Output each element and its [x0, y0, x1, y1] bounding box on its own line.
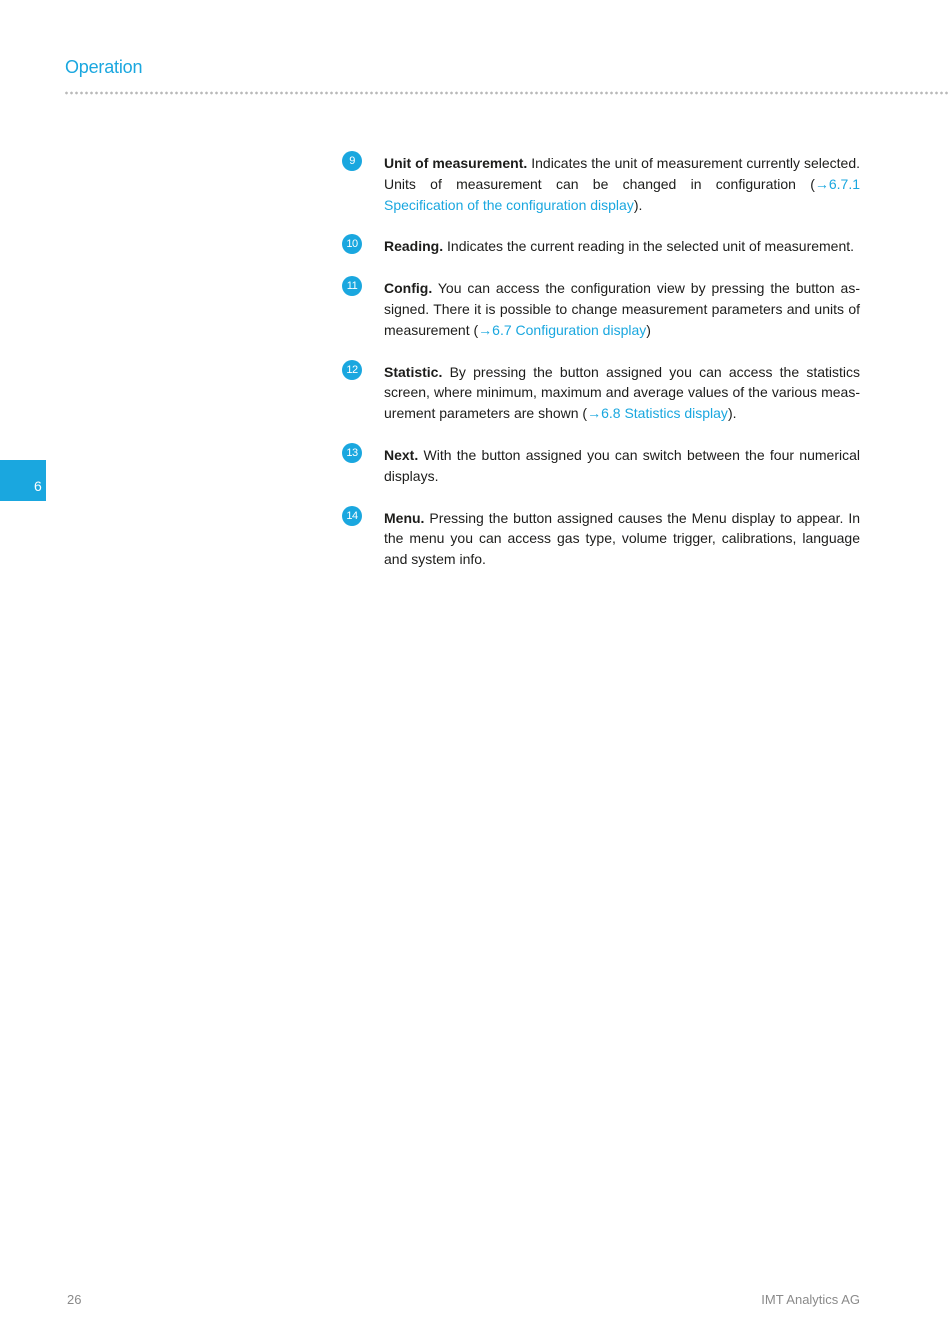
legend-item-statistic [342, 362, 860, 424]
item-text: Pressing the button assigned causes the Menu display to appear. In the menu you can access gas type, volume trigger, calibrations, language and system info. [384, 509, 860, 568]
item-title: Menu. [384, 509, 425, 526]
item-number-badge: 12 [342, 360, 362, 380]
item-title: Next. [384, 446, 419, 463]
item-title: Unit of measurement. [384, 155, 528, 171]
item-text: You can access the configuration view by pressing the button assigned. There it is possible to change measurement parameters and units of measurement ( [384, 280, 860, 338]
item-text-after: ). [727, 405, 737, 422]
item-title: Config. [384, 280, 433, 297]
item-text-after: ) [646, 321, 651, 338]
cross-reference-link[interactable]: →6.8 Statistics display [587, 405, 728, 422]
legend-item-menu [342, 508, 860, 570]
section-title: Operation [65, 57, 143, 77]
item-number-badge: 10 [342, 234, 362, 254]
cross-reference-link[interactable]: →6.7 Configuration display [478, 321, 647, 338]
chapter-tab [0, 460, 46, 501]
item-title: Reading. [384, 238, 444, 255]
legend-item-next [342, 445, 860, 487]
item-text: By pressing the button assigned you can access the statistics screen, where minimum, maximum and average values of the various measurement parameters are shown ( [384, 363, 860, 422]
item-text: Indicates the unit of measurement currently selected. Units of measurement can be changed in configuration ( [384, 155, 861, 192]
legend-item-config [342, 278, 860, 340]
item-text-after: ). [633, 196, 643, 213]
item-number-badge: 9 [342, 151, 362, 171]
item-text: With the button assigned you can switch between the four numerical displays. [384, 446, 860, 484]
chapter-number: 6 [34, 478, 42, 494]
legend-list [342, 153, 860, 591]
cross-reference-link[interactable]: →6.7.1 Specification of the configuration display [384, 175, 860, 213]
item-number-badge: 13 [342, 443, 362, 463]
legend-item-reading [342, 236, 860, 257]
item-number-badge: 11 [342, 276, 362, 296]
header-divider [64, 91, 950, 95]
legend-item-unit-of-measurement [342, 153, 860, 215]
item-text: Indicates the current reading in the selected unit of measurement. [443, 238, 855, 255]
footer-company-name: IMT Analytics AG [761, 1292, 860, 1307]
item-number-badge: 14 [342, 506, 362, 526]
page-number: 26 [67, 1292, 82, 1307]
item-title: Statistic. [384, 363, 443, 380]
